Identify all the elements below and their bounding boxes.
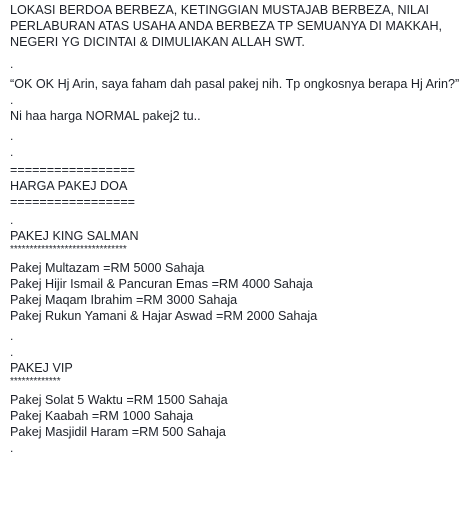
dot-separator: . [10, 213, 14, 227]
intro-paragraph: LOKASI BERDOA BERBEZA, KETINGGIAN MUSTAJAB BERBEZA, NILAI PERLABURAN ATAS USAHA ANDA BERBEZA TP SEMUANYA DI MAKKAH, NEGERI YG DICINTAI & DIMULIAKAN ALLAH SWT. [10, 3, 446, 49]
dot-separator: . [10, 93, 14, 107]
king-salman-item: Pakej Hijir Ismail & Pancuran Emas =RM 4000 Sahaja [10, 277, 313, 291]
vip-item: Pakej Solat 5 Waktu =RM 1500 Sahaja [10, 393, 228, 407]
divider-top: ================= [10, 163, 136, 177]
dot-separator: . [10, 145, 14, 159]
dot-separator: . [10, 57, 14, 71]
dot-separator: . [10, 129, 14, 143]
vip-item: Pakej Kaabah =RM 1000 Sahaja [10, 409, 194, 423]
king-salman-item: Pakej Rukun Yamani & Hajar Aswad =RM 2000 Sahaja [10, 309, 318, 323]
normal-price-line: Ni haa harga NORMAL pakej2 tu.. [10, 109, 201, 123]
quote-paragraph: “OK OK Hj Arin, saya faham dah pasal pakej nih. Tp ongkosnya berapa Hj Arin?” [10, 77, 460, 91]
vip-stars: ************* [10, 376, 61, 387]
vip-item: Pakej Masjidil Haram =RM 500 Sahaja [10, 425, 226, 439]
king-salman-stars: ****************************** [10, 244, 127, 255]
post-body [10, 0, 468, 456]
dot-separator: . [10, 441, 14, 455]
king-salman-item: Pakej Multazam =RM 5000 Sahaja [10, 261, 205, 275]
vip-title: PAKEJ VIP [10, 361, 73, 375]
king-salman-title: PAKEJ KING SALMAN [10, 229, 139, 243]
section-title: HARGA PAKEJ DOA [10, 179, 128, 193]
dot-separator: . [10, 345, 14, 359]
dot-separator: . [10, 329, 14, 343]
divider-bottom: ================= [10, 195, 136, 209]
king-salman-item: Pakej Maqam Ibrahim =RM 3000 Sahaja [10, 293, 238, 307]
